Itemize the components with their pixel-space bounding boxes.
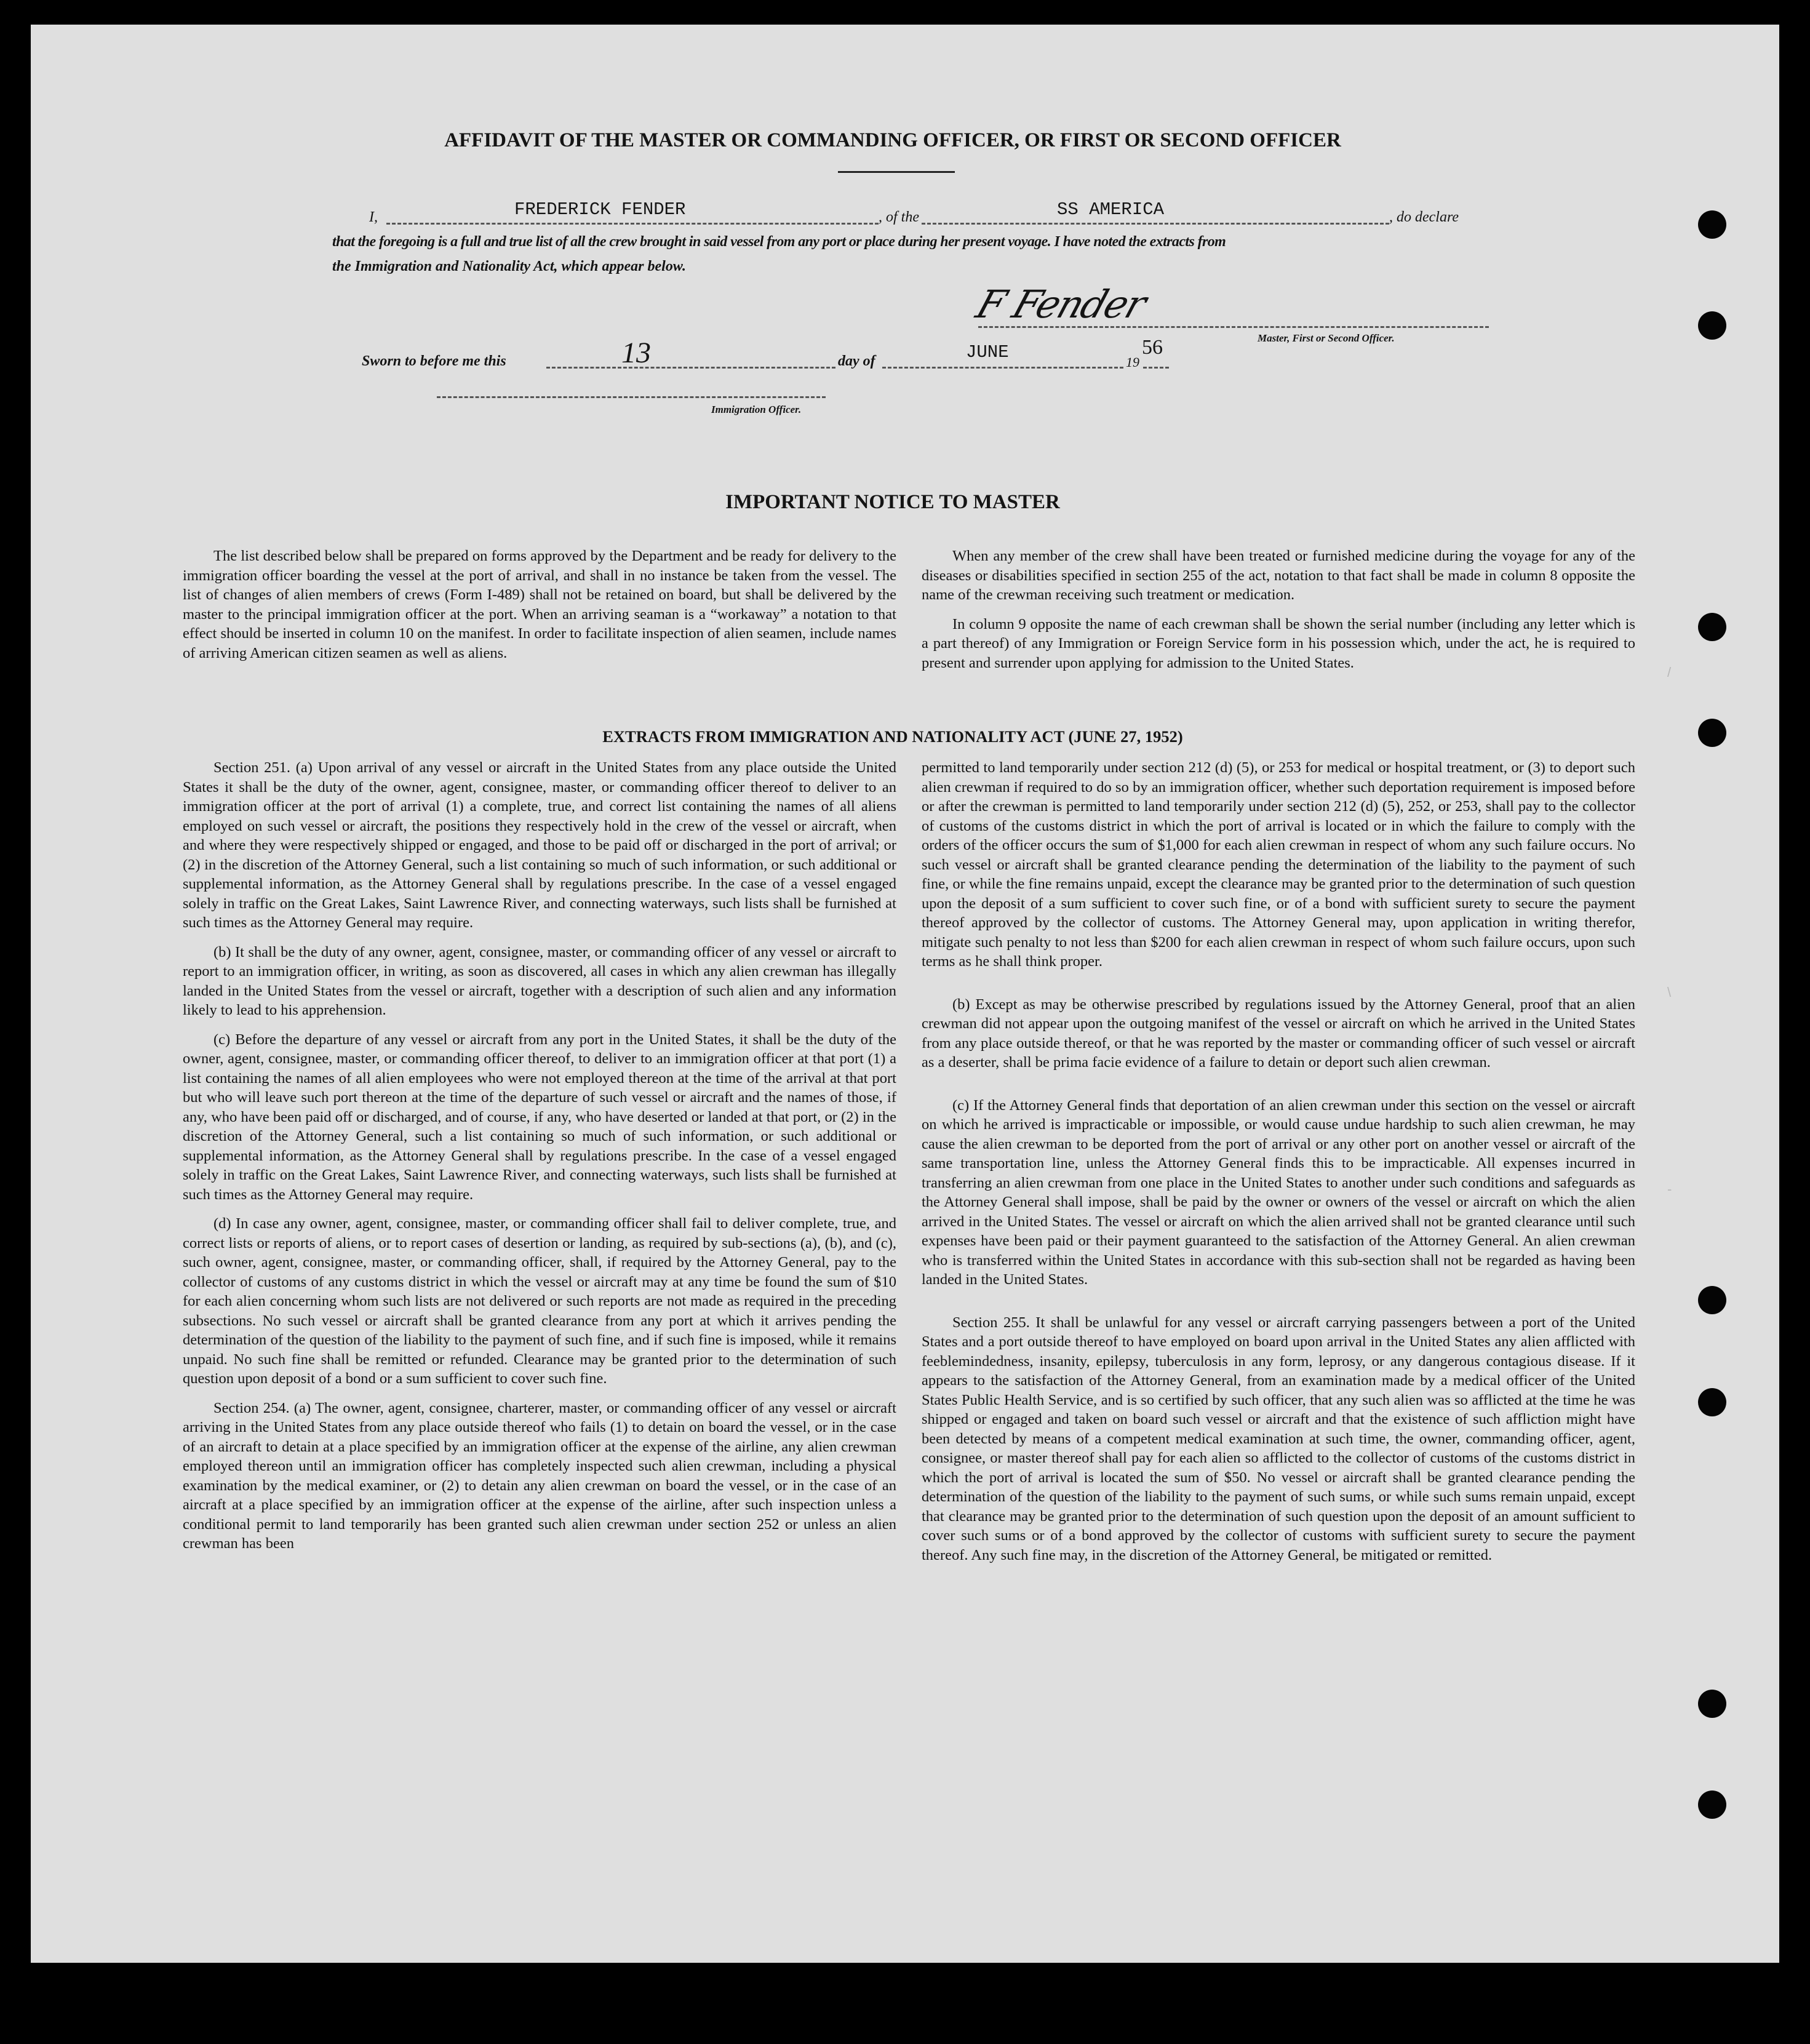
immigration-officer-label: Immigration Officer. <box>711 404 802 415</box>
punch-hole <box>1698 1388 1726 1416</box>
immigration-officer-line <box>437 396 826 398</box>
punch-hole <box>1698 210 1726 239</box>
sworn-label: Sworn to before me this <box>362 353 506 369</box>
notice-left-column <box>183 546 896 673</box>
notice-right-paragraph-1: When any member of the crew shall have been treated or furnished medicine during the voyage for any of the diseases or disabilities specified in section 255 of the act, notation to that fact shall be made in column 8 opposite the name of the crewman receiving such treatment or medication. <box>922 548 1635 603</box>
section-254-a: Section 254. (a) The owner, agent, consignee, charterer, master, or commanding officer of any vessel or aircraft arriving in the United States from any place outside thereof who fails (1) to detain on board the vessel, or in the case of an aircraft to detain at a place specified by an immigration officer at the expense of the airline, any alien crewman employed thereon until an immigration officer has completely inspected such alien crewman, including a physical examination by the medical examiner, or (2) to detain any alien crewman on board the vessel, or in the case of an aircraft at a place specified by an immigration officer at the expense of the airline, after such inspection unless a conditional permit to land temporarily has been granted such alien crewman under section 252 or unless an alien crewman has been <box>183 1399 896 1552</box>
punch-hole <box>1698 311 1726 340</box>
extracts-left-column <box>183 758 896 1563</box>
year-blank-line <box>1143 367 1169 369</box>
punch-hole <box>1698 613 1726 641</box>
vessel-name-field[interactable]: SS AMERICA <box>1057 199 1165 220</box>
notice-left-paragraph: The list described below shall be prepared on forms approved by the Department and be ready for delivery to the immigration officer boarding the vessel at the port of arrival, and shall in no instance be taken from the vessel. The list of changes of alien members of crews (Form I-489) shall not be retained on board, but shall be delivered by the master to the principal immigration officer at the port. When an arriving seaman is a “workaway” a notation to that effect should be inserted in column 10 on the manifest. In order to facilitate inspection of alien seamen, include names of arriving American citizen seamen as well as aliens. <box>183 548 896 661</box>
document-page <box>31 25 1779 1963</box>
day-of-label: day of <box>838 353 875 369</box>
prefix-i: I, <box>369 209 378 225</box>
section-251-d: (d) In case any owner, agent, consignee, master, or commanding officer shall fail to deliver complete, true, and correct lists or reports of aliens, or to report cases of desertion or landing, as required by sub-sections (a), (b), and (c), such owner, agent, consignee, master, or commanding officer, shall, if required by the Attorney General, pay to the collector of customs of any customs district in which the vessel or aircraft may at any time be found the sum of $10 for each alien concerning whom such lists are not delivered or such reports are not made as required in the preceding subsections. No such vessel or aircraft shall be granted clearance from any port at which it arrives pending the determination of the question of the liability to the payment of such fine, and if such fine is imposed, while it remains unpaid. No such fine shall be remitted or refunded. Clearance may be granted prior to the determination of such question upon deposit of a bond or a sum sufficient to cover such fine. <box>183 1215 896 1387</box>
declaration-line-1: that the foregoing is a full and true list of all the crew brought in said vessel from any port or place during her present voyage. I have noted the extracts from <box>332 234 1226 250</box>
day-blank-line <box>546 367 835 369</box>
month-blank-line <box>882 367 1123 369</box>
declaration-line-2: the Immigration and Nationality Act, which appear below. <box>332 258 686 274</box>
affidavit-title: AFFIDAVIT OF THE MASTER OR COMMANDING OFFICER, OR FIRST OR SECOND OFFICER <box>444 129 1341 151</box>
notice-title: IMPORTANT NOTICE TO MASTER <box>725 491 1060 513</box>
margin-mark: - <box>1667 1181 1672 1197</box>
section-254-a-continued: permitted to land temporarily under section 212 (d) (5), or 253 for medical or hospital treatment, or (3) to deport such alien crewman if required to do so by an immigration officer, whether such deportation requirement is imposed before or after the crewman is permitted to land temporarily under section 212 (d) (5), 252, or 253, shall pay to the collector of customs of the customs district in which the port of arrival is located or in which the failure to comply with the orders of the officer occurs the sum of $1,000 for each alien crewman in respect of whom any such failure occurs. No such vessel or aircraft shall be granted clearance pending the determination of the liability to the payment of such fine, or while the fine remains unpaid, except the clearance may be granted prior to the determination of such question upon the deposit of a sum sufficient to cover such fine, or of a bond with sufficient surety to secure the payment thereof approved by the collector of customs. The Attorney General may, upon application in writing therefor, mitigate such penalty to not less than $200 for each alien crewman in respect of whom such failure occurs, upon such terms as he shall think proper. <box>922 759 1635 970</box>
margin-mark: / <box>1667 665 1672 680</box>
notice-right-column <box>922 546 1635 682</box>
punch-hole <box>1698 1790 1726 1819</box>
master-name-field[interactable]: FREDERICK FENDER <box>514 199 686 220</box>
notice-right-paragraph-2: In column 9 opposite the name of each crewman shall be shown the serial number (including any letter which is a part thereof) of any Immigration or Foreign Service form in his possession which, under the act, he is required to present and surrender upon applying for admission to the United States. <box>922 615 1635 671</box>
year-field[interactable]: 56 <box>1142 336 1163 359</box>
section-254-c: (c) If the Attorney General finds that deportation of an alien crewman under this section on the vessel or aircraft on which he arrived is impracticable or impossible, or would cause undue hardship to such alien crewman, he may cause the alien crewman to be deported from the port of arrival or any other port on another vessel or aircraft of the same transportation line, unless the Attorney General finds this to be impracticable. All expenses incurred in transferring an alien crewman from one place in the United States to another under such conditions and safeguards as the Attorney General shall impose, shall be paid by the owner or owners of the vessel or aircraft on which the alien arrived in the United States. The vessel or aircraft on which the alien arrived shall not be granted clearance until such expenses have been paid or their payment guaranteed to the satisfaction of the Attorney General. An alien crewman who is transferred within the United States in accordance with this sub-section shall not be regarded as having been landed in the United States. <box>922 1096 1635 1288</box>
year-prefix-label: 19 <box>1126 354 1139 370</box>
month-field[interactable]: JUNE <box>966 342 1009 362</box>
punch-hole <box>1698 1690 1726 1718</box>
section-255: Section 255. It shall be unlawful for any vessel or aircraft carrying passengers between a port of the United States and a port outside thereof to have employed on board upon arrival in the United States any alien afflicted with feeblemindedness, insanity, epilepsy, tuberculosis in any form, leprosy, or any dangerous contagious disease. If it appears to the satisfaction of the Attorney General, from an examination made by a medical officer of the United States Public Health Service, and is so certified by such officer, that any such alien was so afflicted at the time he was shipped or engaged and taken on board such vessel or aircraft and that the existence of such affliction might have been detected by means of a competent medical examination at such time, the owner, commanding officer, agent, consignee, or master thereof shall pay for each alien so afflicted to the collector of customs of the customs district in which the port of arrival is located the sum of $50. No vessel or aircraft shall be granted clearance pending the determination of the question of the liability to the payment of such sums, or while such sums remain unpaid, except that clearance may be granted prior to the determination of such question upon the deposit of an amount sufficient to cover such sums or of a bond approved by the collector of customs with sufficient surety to secure the payment thereof. Any such fine may, in the discretion of the Attorney General, be mitigated or remitted. <box>922 1314 1635 1563</box>
punch-hole <box>1698 1286 1726 1314</box>
day-field[interactable]: 13 <box>621 337 651 369</box>
extracts-title: EXTRACTS FROM IMMIGRATION AND NATIONALITY ACT (JUNE 27, 1952) <box>602 727 1183 746</box>
section-251-c: (c) Before the departure of any vessel or aircraft from any port in the United States, it shall be the duty of the owner, agent, consignee, master, or commanding officer thereof, to deliver to an immigration officer at that port (1) a list containing the names of all alien employees who were not employed thereon at the time of the arrival at that port but who will leave such port thereon at the time of the departure of such vessel or aircraft and the names of those, if any, who have been paid off or discharged, and of course, if any, who have deserted or landed at that port, or (2) in the discretion of the Attorney General, such a list containing so much of such information, or such additional or supplemental information, as the Attorney General shall by regulations prescribe. In the case of a vessel engaged solely in traffic on the Great Lakes, Saint Lawrence River, and connecting waterways, such lists shall be furnished at such times as the Attorney General may require. <box>183 1031 896 1203</box>
section-251-a: Section 251. (a) Upon arrival of any vessel or aircraft in the United States from any place outside the United States it shall be the duty of the owner, agent, consignee, master, or commanding officer thereof to deliver to an immigration officer at the port of arrival (1) a complete, true, and correct list containing the names of all aliens employed on such vessel or aircraft, the positions they respectively hold in the crew of the vessel or aircraft, when and where they were respectively shipped or engaged, and those to be paid off or discharged in the port of arrival; or (2) in the discretion of the Attorney General, such a list containing so much of such information, or such additional or supplemental information, as the Attorney General shall by regulations prescribe. In the case of a vessel engaged solely in traffic on the Great Lakes, Saint Lawrence River, and connecting waterways, such lists shall be furnished at such times as the Attorney General may require. <box>183 759 896 931</box>
section-254-b: (b) Except as may be otherwise prescribed by regulations issued by the Attorney General, proof that an alien crewman did not appear upon the outgoing manifest of the vessel or aircraft on which he arrived in the United States from any place outside thereof, or that he was reported by the master or commanding officer of such vessel or aircraft as a deserter, shall be prima facie evidence of a failure to detain or deport such alien crewman. <box>922 996 1635 1071</box>
extracts-right-column <box>922 758 1635 1575</box>
margin-mark: \ <box>1667 984 1672 1000</box>
title-rule <box>838 171 955 173</box>
section-251-b: (b) It shall be the duty of any owner, agent, consignee, master, or commanding officer of any vessel or aircraft to report to an immigration officer, in writing, as soon as discovered, all cases in which any alien crewman has illegally landed in the United States from the vessel or aircraft, together with a description of such alien and any information likely to lead to his apprehension. <box>183 943 896 1018</box>
vessel-blank-line <box>922 223 1389 225</box>
of-the-label: , of the <box>879 209 919 225</box>
do-declare-label: , do declare <box>1389 209 1459 225</box>
master-signature: F Fender <box>971 282 1151 327</box>
master-title-label: Master, First or Second Officer. <box>1258 332 1395 344</box>
name-blank-line <box>386 223 879 225</box>
